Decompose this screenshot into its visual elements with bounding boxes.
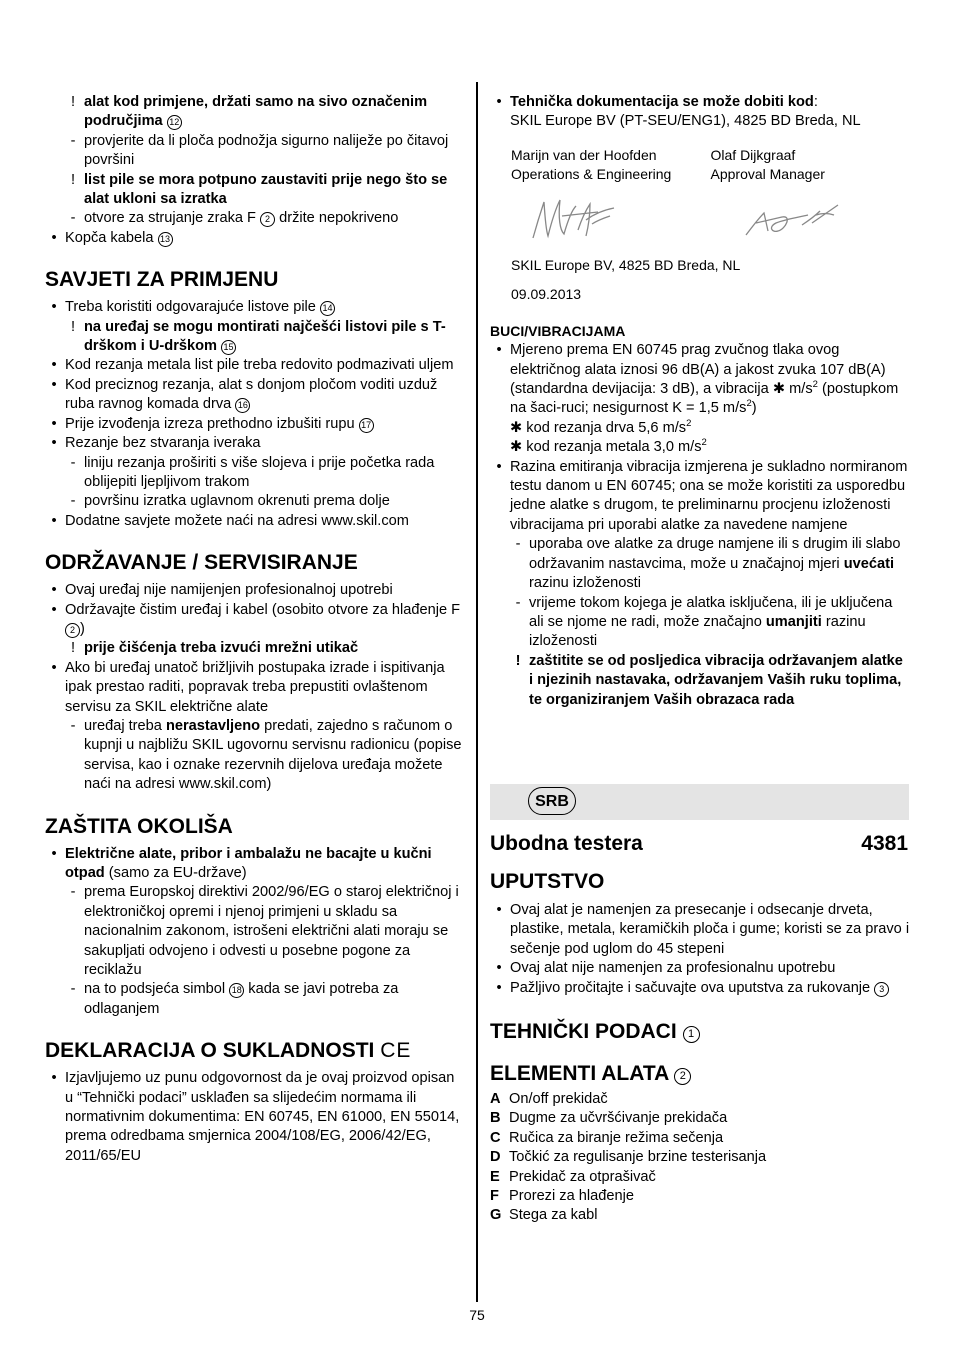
product-number: 4381: [861, 832, 908, 855]
item-text: površinu izratka uglavnom okrenuti prema dolje: [84, 493, 390, 510]
bullet-marker: •: [51, 435, 57, 452]
bullet-marker: •: [496, 94, 502, 110]
vibration-sub-2-text: vrijeme tokom kojega je alatka isključena, ili je uključena ali se njome ne radi, može značajno: [529, 594, 893, 630]
vibration-sub-1-text: uporaba ove alatke za druge namjene ili s drugim ili slabo održavanim nastavcima, može u značajnoj mjeri: [529, 536, 901, 572]
element-letter: E: [490, 1168, 500, 1185]
element-letter: F: [490, 1188, 499, 1205]
callout-number-icon: 2: [260, 212, 275, 227]
bullet-marker: •: [51, 376, 57, 393]
element-letter: A: [490, 1091, 501, 1108]
element-letter: G: [490, 1207, 502, 1224]
callout-number-icon: 3: [874, 982, 889, 997]
list-elementi: [490, 1090, 910, 1226]
element-item: [490, 1109, 910, 1128]
item-text: Ovaj alat je namenjen za presecanje i odsecanje drveta, plastike, metala, keramičkih ploča i gume; koristi se za pravo i sečenje pod uglom do 45 stepeni: [510, 902, 910, 957]
item-text: provjerite da li ploča podnožja sigurno naliježe po čitavoj površini: [84, 132, 449, 169]
bullet-marker: •: [496, 979, 502, 996]
item-text: prema Europskoj direktivi 2002/96/EG o staroj električnoj i elektroničkoj opremi i njenoj primjeni u skladu sa nacionalnim zakonom, istrošeni električni alati moraju se sakupljati odvojeno i odvesti u posebne pogone za reciklažu: [84, 884, 459, 979]
item-text: na to podsjeća simbol: [84, 981, 226, 998]
list-item: [45, 376, 465, 415]
dash-marker: -: [70, 717, 76, 734]
list-item: [45, 717, 465, 795]
item-text-after: predati, zajedno s računom o kupnji u najbližu SKIL ugovornu servisnu radionicu (popise servisa, kao i oznake rezervnih dijelova uređaja možete naći na adresi www.skil.com): [84, 717, 462, 793]
language-badge: SRB: [528, 787, 576, 815]
item-text: Treba koristiti odgovarajuće listove pile: [65, 299, 316, 316]
item-text-after: ): [80, 620, 85, 637]
section-title-tehnicki: [490, 1020, 910, 1044]
item-text-after: držite nepokriveno: [279, 210, 399, 227]
elementi-ref-icon: 2: [674, 1068, 691, 1085]
list-item: [45, 318, 465, 357]
noise-text-b-end: ): [751, 400, 757, 417]
list-odrzavanje: [45, 581, 465, 794]
list-item: [45, 298, 465, 317]
signatories: [490, 146, 910, 184]
tech-doc-address: SKIL Europe BV (PT-SEU/ENG1), 4825 BD Breda, NL: [510, 113, 861, 130]
ce-mark: CE: [380, 1039, 412, 1063]
elementi-title-text: ELEMENTI ALATA: [490, 1062, 669, 1086]
item-text: Održavajte čistim uređaj i kabel (osobito otvore za hlađenje F: [65, 601, 461, 618]
dash-marker: -: [70, 132, 76, 149]
list-item: [490, 959, 910, 978]
bullet-marker: •: [51, 582, 57, 599]
list-top: [45, 93, 465, 248]
list-item: [45, 132, 465, 171]
superscript-2: 2: [812, 379, 818, 391]
list-item: [45, 845, 465, 884]
bullet-marker: •: [51, 601, 57, 618]
tech-doc-colon: :: [813, 94, 818, 110]
element-text: Prekidač za otprašivač: [509, 1168, 656, 1185]
vibration-sub-1-bold: uvećati: [843, 555, 895, 572]
bullet-marker: •: [51, 229, 57, 246]
tech-doc-item: [490, 93, 910, 132]
item-text: Rezanje bez stvaranja iveraka: [65, 435, 261, 452]
item-bold-text: Električne alate, pribor i ambalažu ne bacajte u kučni otpad: [65, 845, 432, 881]
callout-number-icon: 16: [235, 398, 250, 413]
list-item: [490, 901, 910, 959]
noise-text-b: (postupkom na šaci-ruci; nesigurnost K = 1,5 m/s: [510, 381, 899, 417]
element-item: [490, 1206, 910, 1225]
dash-marker: -: [515, 536, 521, 553]
callout-number-icon: 17: [359, 418, 374, 433]
warning-marker: !: [70, 640, 76, 657]
section-title-zastita: ZAŠTITA OKOLIŠA: [45, 814, 233, 838]
bullet-marker: •: [51, 357, 57, 374]
list-item: [45, 209, 465, 228]
list-item: [45, 229, 465, 248]
left-column: [45, 93, 465, 1166]
vibration-text: Razina emitiranja vibracija izmjerena je sukladno normiranom testu danom u EN 60745; ona se može koristiti za usporedbu jedne alatke s drugom, te preliminarnu procjenu izloženosti vibracijama pri uporabi alatke za navedene namjene: [510, 458, 908, 533]
element-text: Stega za kabl: [509, 1207, 598, 1224]
element-item: [490, 1168, 910, 1187]
element-item: [490, 1148, 910, 1167]
language-bar: [490, 784, 909, 820]
item-text: Ovaj alat nije namenjen za profesionalnu upotrebu: [510, 960, 836, 977]
list-item: [45, 356, 465, 375]
list-uputstvo: [490, 901, 910, 998]
date-line: 09.09.2013: [511, 285, 582, 302]
list-item: [45, 171, 465, 210]
signatory-1-role: Operations & Engineering: [511, 165, 672, 182]
element-item: [490, 1090, 910, 1109]
element-item: [490, 1187, 910, 1206]
item-text: Kopča kabela: [65, 229, 154, 246]
right-column: [490, 93, 910, 710]
list-item: [490, 979, 910, 998]
element-item: [490, 1129, 910, 1148]
bullet-marker: •: [51, 845, 57, 862]
item-bold-text: nerastavljeno: [165, 717, 261, 734]
list-zastita: [45, 845, 465, 1020]
dash-marker: -: [70, 454, 76, 471]
element-letter: C: [490, 1129, 501, 1146]
tehnicki-ref-icon: 1: [683, 1026, 700, 1043]
dash-marker: -: [70, 884, 76, 901]
section-title-odrzavanje: ODRŽAVANJE / SERVISIRANJE: [45, 551, 358, 575]
column-divider: [476, 82, 478, 1302]
list-deklaracija: [45, 1069, 465, 1166]
section-title-uputstvo: UPUTSTVO: [490, 870, 605, 893]
item-bold-text: prije čišćenja treba izvući mrežni utikač: [84, 640, 359, 657]
callout-number-icon: 2: [65, 623, 80, 638]
dash-marker: -: [70, 981, 76, 998]
item-text: (samo za EU-države): [108, 865, 247, 881]
bullet-marker: •: [496, 458, 502, 475]
item-text: Izjavljujemo uz punu odgovornost da je ovaj proizvod opisan u “Tehnički podaci” usklađen sa slijedećim normama ili normativnim dokumentima: EN 60745, EN 61000, EN 55014, prema odredbama smjernica 2004/108/EG, 2006/42/EG, 2011/65/EU: [65, 1070, 460, 1164]
bullet-marker: •: [51, 299, 57, 316]
element-text: Prorezi za hlađenje: [509, 1188, 634, 1205]
bullet-marker: •: [51, 512, 57, 529]
element-text: Točkić za regulisanje brzine testerisanja: [509, 1149, 767, 1166]
item-text: Kod preciznog rezanja, alat s donjom pločom voditi uzduž ruba ravnog komada drva: [65, 376, 438, 413]
callout-number-icon: 14: [320, 301, 335, 316]
bullet-marker: •: [51, 1070, 57, 1087]
item-text: Ovaj uređaj nije namijenjen profesionalnoj upotrebi: [65, 582, 393, 599]
item-text: Dodatne savjete možete naći na adresi www.skil.com: [65, 512, 409, 529]
vibration-item: [490, 458, 910, 536]
dash-marker: -: [515, 594, 521, 611]
bullet-marker: •: [496, 960, 502, 977]
signatory-1-name: Marijn van der Hoofden: [511, 146, 657, 163]
section-title-savjeti: SAVJETI ZA PRIMJENU: [45, 268, 279, 292]
vibration-sub-2-end: razinu izloženosti: [529, 613, 866, 650]
list-item: [45, 93, 465, 132]
list-item: [45, 601, 465, 640]
tech-doc-label: Tehnička dokumentacija se može dobiti kod: [510, 94, 814, 110]
list-item: [45, 512, 465, 531]
item-text: Kod rezanja metala list pile treba redovito podmazivati uljem: [65, 357, 454, 374]
noise-text-a: Mjereno prema EN 60745 prag zvučnog tlaka ovog električnog alata iznosi 96 dB(A) a jakost zvuka 107 dB(A) (standardna devijacija: 3 dB), a vibracija ✱ m/s: [510, 342, 886, 398]
warning-marker: !: [70, 94, 76, 110]
list-item: [45, 659, 465, 717]
callout-number-icon: 15: [221, 340, 236, 355]
item-text: liniju rezanja proširiti s više slojeva i prije početka rada oblijepiti ljepljivom trakom: [84, 454, 435, 490]
vibration-sub-1: [490, 535, 910, 593]
callout-number-icon: 13: [158, 232, 173, 247]
vibration-warning: [490, 652, 910, 710]
signatory-2-role: Approval Manager: [710, 165, 825, 182]
list-item: [45, 883, 465, 980]
signature-1-image: [528, 190, 658, 250]
element-letter: D: [490, 1149, 501, 1166]
deklaracija-title-text: DEKLARACIJA O SUKLADNOSTI: [45, 1039, 375, 1063]
section-title-elementi: [490, 1062, 910, 1086]
product-header: [490, 832, 908, 856]
bullet-marker: •: [496, 902, 502, 918]
signatory-1: [511, 146, 711, 184]
signatory-2: [711, 146, 911, 184]
item-text: Prije izvođenja izreza prethodno izbušiti rupu: [65, 415, 355, 432]
list-item: [45, 639, 465, 658]
warning-marker: !: [515, 652, 521, 669]
tehnicki-title-text: TEHNIČKI PODACI: [490, 1020, 677, 1044]
warning-marker: !: [70, 171, 76, 188]
right-lower-column: [490, 870, 910, 1226]
signatures: [490, 184, 910, 256]
item-text: uređaj treba: [84, 717, 162, 734]
product-name: Ubodna testera: [490, 832, 643, 855]
noise-item: [490, 341, 910, 457]
bullet-marker: •: [51, 659, 57, 676]
superscript-2: 2: [746, 398, 752, 410]
element-letter: B: [490, 1110, 501, 1127]
list-item: [45, 980, 465, 1019]
element-text: Dugme za učvršćivanje prekidača: [509, 1110, 728, 1127]
vibration-sub-2: [490, 594, 910, 652]
item-bold-text: alat kod primjene, držati samo na sivo označenim područjima: [84, 94, 428, 130]
callout-number-icon: 12: [167, 115, 182, 130]
bullet-marker: •: [496, 342, 502, 359]
item-text-after: kada se javi potreba za odlaganjem: [84, 981, 399, 1017]
callout-number-icon: 18: [229, 983, 244, 998]
warning-marker: !: [70, 318, 76, 335]
list-item: [45, 1069, 465, 1166]
company-line: SKIL Europe BV, 4825 BD Breda, NL: [511, 256, 741, 273]
list-item: [45, 492, 465, 511]
bullet-marker: •: [51, 415, 57, 432]
page-number: 75: [469, 1307, 485, 1323]
superscript-2: 2: [701, 437, 707, 449]
item-bold-text: list pile se mora potpuno zaustaviti prije nego što se alat ukloni sa izratka: [84, 171, 448, 208]
list-item: [45, 415, 465, 434]
vibration-sub-1-end: razinu izloženosti: [529, 575, 641, 592]
superscript-2: 2: [686, 417, 692, 429]
item-text: Pažljivo pročitajte i sačuvajte ova uputstva za rukovanje: [510, 979, 871, 996]
dash-marker: -: [70, 210, 76, 227]
vibration-warning-text: zaštitite se od posljedica vibracija održavanjem alatke i njezinih nastavaka, održavanjem Vaših ruku toplima, te organiziranjem Vaših obrazaca rada: [529, 652, 903, 708]
list-item: [45, 454, 465, 493]
vibration-sub-2-bold: umanjiti: [765, 613, 822, 630]
signature-2-image: [742, 195, 852, 245]
item-text: otvore za strujanje zraka F: [84, 210, 256, 227]
element-text: On/off prekidač: [509, 1091, 608, 1108]
list-item: [45, 581, 465, 600]
element-text: Ručica za biranje režima sečenja: [509, 1129, 724, 1146]
list-item: [45, 434, 465, 453]
section-title-deklaracija: [45, 1039, 465, 1063]
noise-wood: ✱ kod rezanja drva 5,6 m/s: [510, 419, 687, 436]
section-title-buci: BUCI/VIBRACIJAMA: [490, 322, 626, 339]
signatory-2-name: Olaf Dijkgraaf: [710, 146, 796, 163]
item-text: Ako bi uređaj unatoč brižljivih postupaka izrade i ispitivanja ipak prestao raditi, popravak treba prepustiti ovlaštenom servisu za SKIL električne alate: [65, 659, 445, 715]
list-savjeti: [45, 298, 465, 531]
noise-metal: ✱ kod rezanja metala 3,0 m/s: [510, 439, 702, 456]
item-bold-text: na uređaj se mogu montirati najčešći listovi pile s T-drškom i U-drškom: [84, 318, 446, 355]
dash-marker: -: [70, 493, 76, 510]
